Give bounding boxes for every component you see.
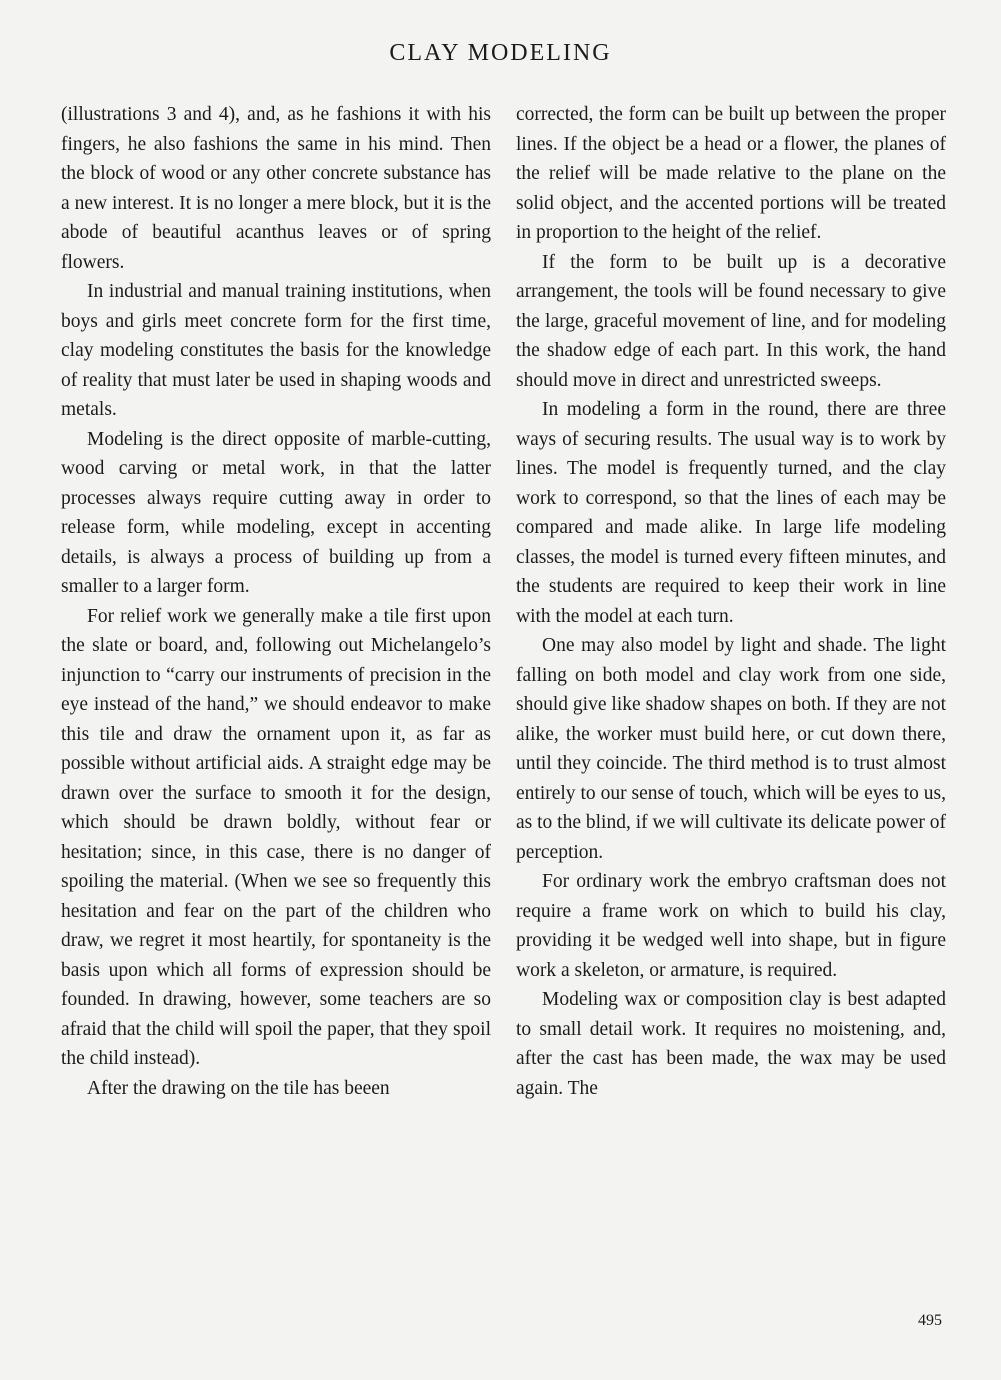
paragraph: In industrial and manual training institutions, when boys and girls meet concrete form for the first time, clay modeling constitutes the basis for the knowledge of reality that must later be used in shaping woods and metals. <box>61 281 491 420</box>
page-number: 495 <box>918 1312 942 1329</box>
right-column <box>516 100 946 1103</box>
paragraph: corrected, the form can be built up between the proper lines. If the object be a head or a flower, the planes of the relief will be made relative to the plane on the solid object, and the accented portions will be treated in proportion to the height of the relief. <box>516 104 946 243</box>
paragraph: Modeling wax or composition clay is best adapted to small detail work. It requires no moistening, and, after the cast has been made, the wax may be used again. The <box>516 989 946 1099</box>
paragraph: For ordinary work the embryo craftsman does not require a frame work on which to build his clay, providing it be wedged well into shape, but in figure work a skeleton, or armature, is required. <box>516 871 946 981</box>
paragraph: Modeling is the direct opposite of marble-cutting, wood carving or metal work, in that the latter processes always require cutting away in order to release form, while modeling, except in accenting details, is always a process of building up from a smaller to a larger form. <box>61 428 491 597</box>
left-column <box>61 100 491 1103</box>
paragraph: After the drawing on the tile has beeen <box>87 1077 390 1099</box>
running-head: CLAY MODELING <box>389 40 612 66</box>
paragraph: (illustrations 3 and 4), and, as he fashions it with his fingers, he also fashions the same in his mind. Then the block of wood or any other concrete substance has a new interest. It is no longer a mere block, but it is the abode of beautiful acanthus leaves or of spring flowers. <box>61 104 491 273</box>
paragraph: One may also model by light and shade. The light falling on both model and clay work from one side, should give like shadow shapes on both. If they are not alike, the worker must build here, or cut down there, until they coincide. The third method is to trust almost entirely to our sense of touch, which will be eyes to us, as to the blind, if we will cultivate its delicate power of perception. <box>516 635 946 863</box>
paragraph: In modeling a form in the round, there are three ways of securing results. The usual way is to work by lines. The model is frequently turned, and the clay work to correspond, so that the lines of each may be compared and made alike. In large life modeling classes, the model is turned every fifteen minutes, and the students are required to keep their work in line with the model at each turn. <box>516 399 946 627</box>
paragraph: If the form to be built up is a decorative arrangement, the tools will be found necessary to give the large, graceful movement of line, and for modeling the shadow edge of each part. In this work, the hand should move in direct and unrestricted sweeps. <box>516 251 946 391</box>
paragraph: For relief work we generally make a tile first upon the slate or board, and, following out Michelangelo’s injunction to “carry our instruments of precision in the eye instead of the hand,” we should endeavor to make this tile and draw the ornament upon it, as far as possible without artificial aids. A straight edge may be drawn over the surface to smooth it for the design, which should be drawn boldly, without fear or hesitation; since, in this case, there is no danger of spoiling the material. (When we see so frequently this hesitation and fear on the part of the children who draw, we regret it most heartily, for spontaneity is the basis upon which all forms of expression should be founded. In drawing, however, some teachers are so afraid that the child will spoil the paper, that they spoil the child instead). <box>61 605 491 1069</box>
